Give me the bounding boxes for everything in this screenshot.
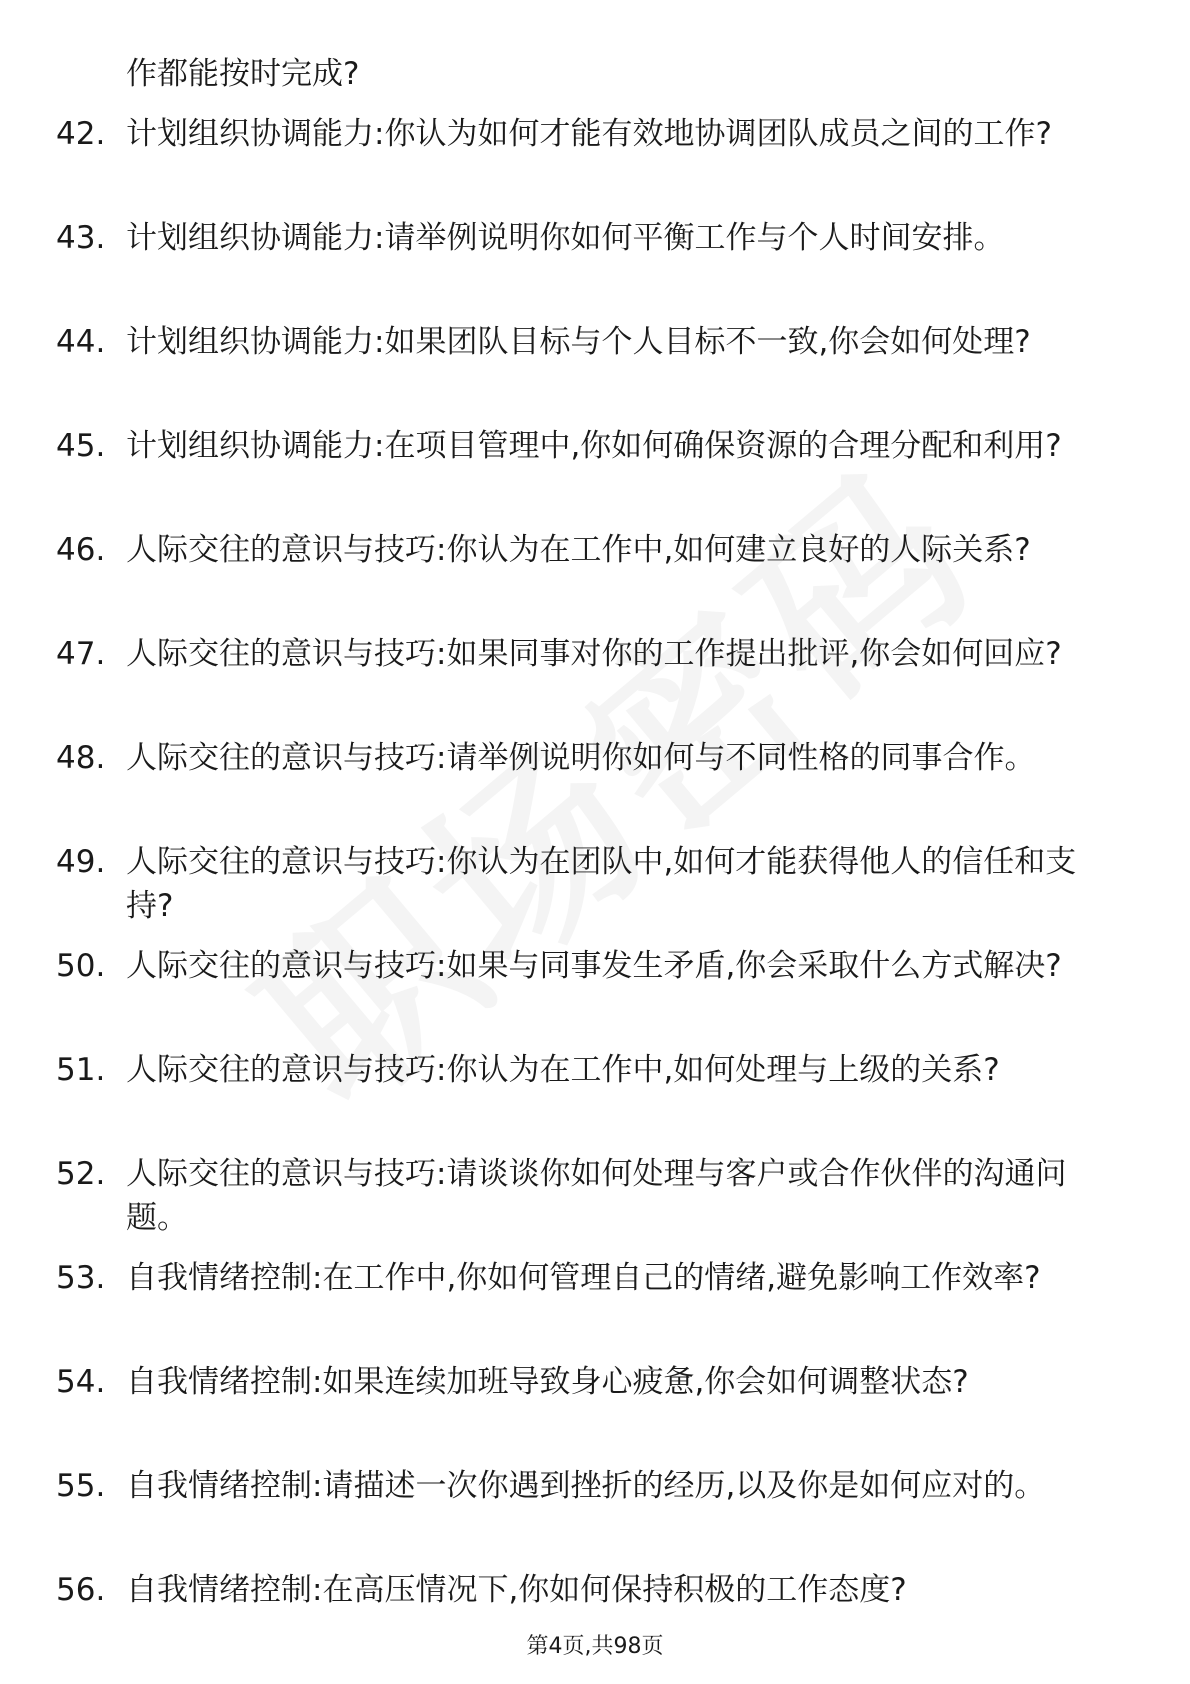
question-text: 自我情绪控制:请描述一次你遇到挫折的经历,以及你是如何应对的。: [126, 1468, 1046, 1504]
question-number: 56.: [56, 1572, 106, 1608]
question-text: 计划组织协调能力:你认为如何才能有效地协调团队成员之间的工作?: [126, 116, 1052, 152]
question-number: 48.: [56, 740, 106, 776]
question-number: 49.: [56, 844, 106, 880]
question-number: 44.: [56, 324, 106, 360]
list-item: [0, 1256, 1190, 1360]
list-item: [0, 1360, 1190, 1464]
list-item: [0, 736, 1190, 840]
question-text: 自我情绪控制:在工作中,你如何管理自己的情绪,避免影响工作效率?: [126, 1260, 1041, 1296]
continuation-text: 作都能按时完成?: [126, 56, 360, 92]
list-item: [0, 424, 1190, 528]
list-item: [0, 1464, 1190, 1568]
list-item: [0, 1048, 1190, 1152]
question-number: 53.: [56, 1260, 106, 1296]
question-text: 人际交往的意识与技巧:请举例说明你如何与不同性格的同事合作。: [126, 740, 1036, 776]
page-footer: 第4页,共98页: [526, 1634, 664, 1659]
question-number: 50.: [56, 948, 106, 984]
list-item: [0, 112, 1190, 216]
question-list: [0, 112, 1190, 1672]
question-text: 计划组织协调能力:如果团队目标与个人目标不一致,你会如何处理?: [126, 324, 1031, 360]
list-item: [0, 528, 1190, 632]
question-number: 45.: [56, 428, 106, 464]
question-text: 人际交往的意识与技巧:如果同事对你的工作提出批评,你会如何回应?: [126, 636, 1062, 672]
list-item: [0, 840, 1190, 944]
question-number: 55.: [56, 1468, 106, 1504]
question-text: 自我情绪控制:如果连续加班导致身心疲惫,你会如何调整状态?: [126, 1364, 969, 1400]
list-item: [0, 320, 1190, 424]
question-number: 51.: [56, 1052, 106, 1088]
question-text: 人际交往的意识与技巧:你认为在团队中,如何才能获得他人的信任和支持?: [126, 844, 1077, 924]
question-text: 人际交往的意识与技巧:如果与同事发生矛盾,你会采取什么方式解决?: [126, 948, 1062, 984]
question-number: 46.: [56, 532, 106, 568]
question-number: 47.: [56, 636, 106, 672]
question-text: 人际交往的意识与技巧:你认为在工作中,如何处理与上级的关系?: [126, 1052, 1000, 1088]
question-text: 人际交往的意识与技巧:你认为在工作中,如何建立良好的人际关系?: [126, 532, 1031, 568]
question-text: 人际交往的意识与技巧:请谈谈你如何处理与客户或合作伙伴的沟通问题。: [126, 1156, 1067, 1236]
question-text: 自我情绪控制:在高压情况下,你如何保持积极的工作态度?: [126, 1572, 907, 1608]
question-number: 54.: [56, 1364, 106, 1400]
question-number: 43.: [56, 220, 106, 256]
question-number: 42.: [56, 116, 106, 152]
question-text: 计划组织协调能力:请举例说明你如何平衡工作与个人时间安排。: [126, 220, 1005, 256]
list-item: [0, 632, 1190, 736]
list-item: [0, 216, 1190, 320]
list-item: [0, 944, 1190, 1048]
list-item: [0, 1152, 1190, 1256]
question-text: 计划组织协调能力:在项目管理中,你如何确保资源的合理分配和利用?: [126, 428, 1062, 464]
question-number: 52.: [56, 1156, 106, 1192]
